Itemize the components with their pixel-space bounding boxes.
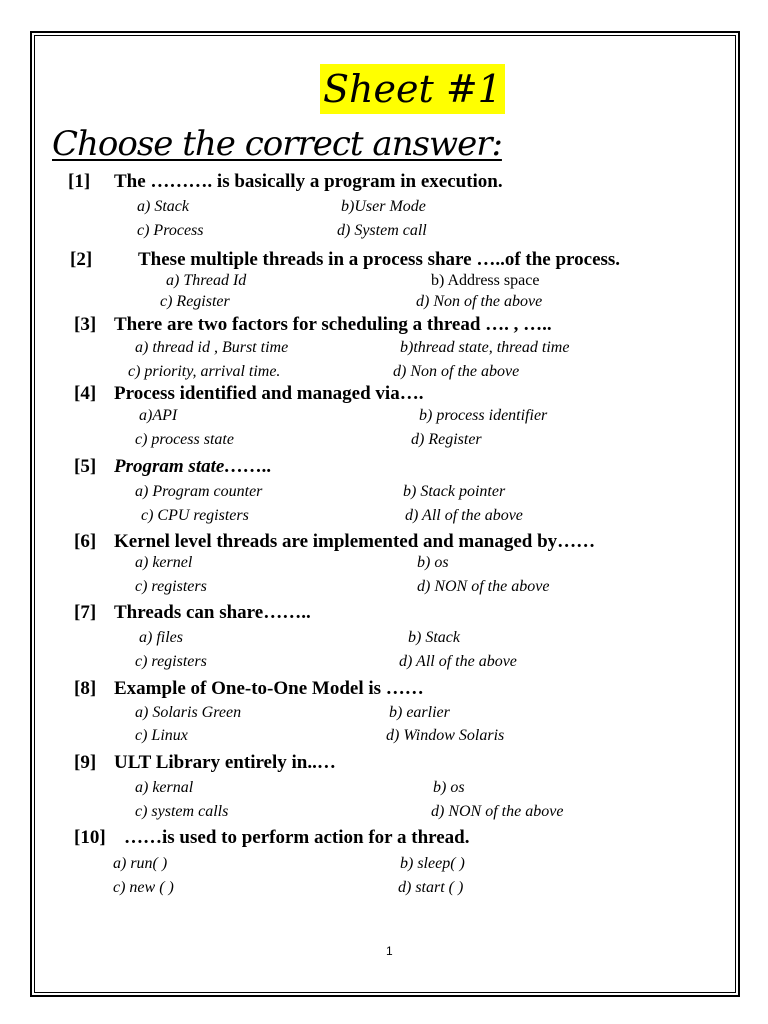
question-number: [3] bbox=[74, 314, 97, 335]
option-c: c) registers bbox=[135, 653, 207, 670]
question-number: [10] bbox=[74, 827, 106, 848]
question-number: [7] bbox=[74, 602, 97, 623]
option-d: d) Non of the above bbox=[393, 363, 520, 380]
option-b: b)thread state, thread time bbox=[400, 339, 570, 356]
question-7 bbox=[74, 602, 311, 624]
question-number: [5] bbox=[74, 456, 97, 477]
option-c: c) Linux bbox=[135, 727, 188, 744]
option-b: b) Stack bbox=[408, 629, 460, 646]
question-text: ……is used to perform action for a thread. bbox=[124, 827, 470, 848]
option-d: d) NON of the above bbox=[417, 578, 550, 595]
option-a: a) kernel bbox=[135, 554, 193, 571]
option-d: d) System call bbox=[337, 222, 427, 239]
question-3 bbox=[74, 314, 552, 336]
instructions-heading: Choose the correct answer: bbox=[52, 124, 502, 164]
option-c: c) priority, arrival time. bbox=[128, 363, 281, 380]
question-6 bbox=[74, 531, 596, 553]
option-b: b) Stack pointer bbox=[403, 483, 506, 500]
option-d: d) NON of the above bbox=[431, 803, 564, 820]
option-a: a) Solaris Green bbox=[135, 704, 242, 721]
question-number: [4] bbox=[74, 383, 97, 404]
option-c: c) process state bbox=[135, 431, 234, 448]
question-text: The ………. is basically a program in execution. bbox=[114, 171, 503, 192]
option-d: d) All of the above bbox=[399, 653, 517, 670]
option-a: a)API bbox=[139, 407, 178, 424]
question-text: These multiple threads in a process share …..of the process. bbox=[138, 249, 621, 270]
option-c: c) CPU registers bbox=[141, 507, 249, 524]
option-b: b) Address space bbox=[431, 272, 540, 289]
question-number: [2] bbox=[70, 249, 93, 270]
option-a: a) Program counter bbox=[135, 483, 263, 500]
question-number: [1] bbox=[68, 171, 91, 192]
question-2 bbox=[70, 249, 621, 271]
question-10 bbox=[74, 827, 470, 849]
option-a: a) kernal bbox=[135, 779, 194, 796]
question-1 bbox=[68, 171, 503, 193]
option-b: b) sleep( ) bbox=[400, 855, 465, 872]
option-b: b) process identifier bbox=[419, 407, 548, 424]
option-a: a) files bbox=[139, 629, 183, 646]
question-5 bbox=[74, 456, 272, 478]
option-b: b)User Mode bbox=[341, 198, 426, 215]
option-a: a) thread id , Burst time bbox=[135, 339, 289, 356]
option-d: d) start ( ) bbox=[398, 879, 464, 896]
option-d: d) Window Solaris bbox=[386, 727, 505, 744]
question-text: Threads can share…….. bbox=[114, 602, 311, 623]
option-b: b) earlier bbox=[389, 704, 450, 721]
option-a: a) run( ) bbox=[113, 855, 168, 872]
option-c: c) system calls bbox=[135, 803, 229, 820]
question-8 bbox=[74, 678, 424, 700]
option-c: c) registers bbox=[135, 578, 207, 595]
question-text: Process identified and managed via…. bbox=[114, 383, 424, 404]
option-c: c) Process bbox=[137, 222, 204, 239]
option-b: b) os bbox=[433, 779, 465, 796]
question-number: [8] bbox=[74, 678, 97, 699]
page-number: 1 bbox=[386, 944, 393, 958]
question-number: [6] bbox=[74, 531, 97, 552]
option-a: a) Thread Id bbox=[166, 272, 247, 289]
question-text: There are two factors for scheduling a thread …. , ….. bbox=[114, 314, 552, 335]
option-d: d) All of the above bbox=[405, 507, 523, 524]
question-text: Program state…….. bbox=[114, 456, 272, 477]
option-d: d) Non of the above bbox=[416, 293, 543, 310]
option-b: b) os bbox=[417, 554, 449, 571]
question-9 bbox=[74, 752, 336, 774]
question-text: Example of One-to-One Model is …… bbox=[114, 678, 424, 699]
question-4 bbox=[74, 383, 424, 405]
option-a: a) Stack bbox=[137, 198, 189, 215]
question-text: ULT Library entirely in..… bbox=[114, 752, 336, 773]
question-number: [9] bbox=[74, 752, 97, 773]
question-text: Kernel level threads are implemented and managed by…… bbox=[114, 531, 596, 552]
option-d: d) Register bbox=[411, 431, 482, 448]
option-c: c) Register bbox=[160, 293, 230, 310]
sheet-title: Sheet #1 bbox=[320, 64, 505, 114]
option-c: c) new ( ) bbox=[113, 879, 174, 896]
